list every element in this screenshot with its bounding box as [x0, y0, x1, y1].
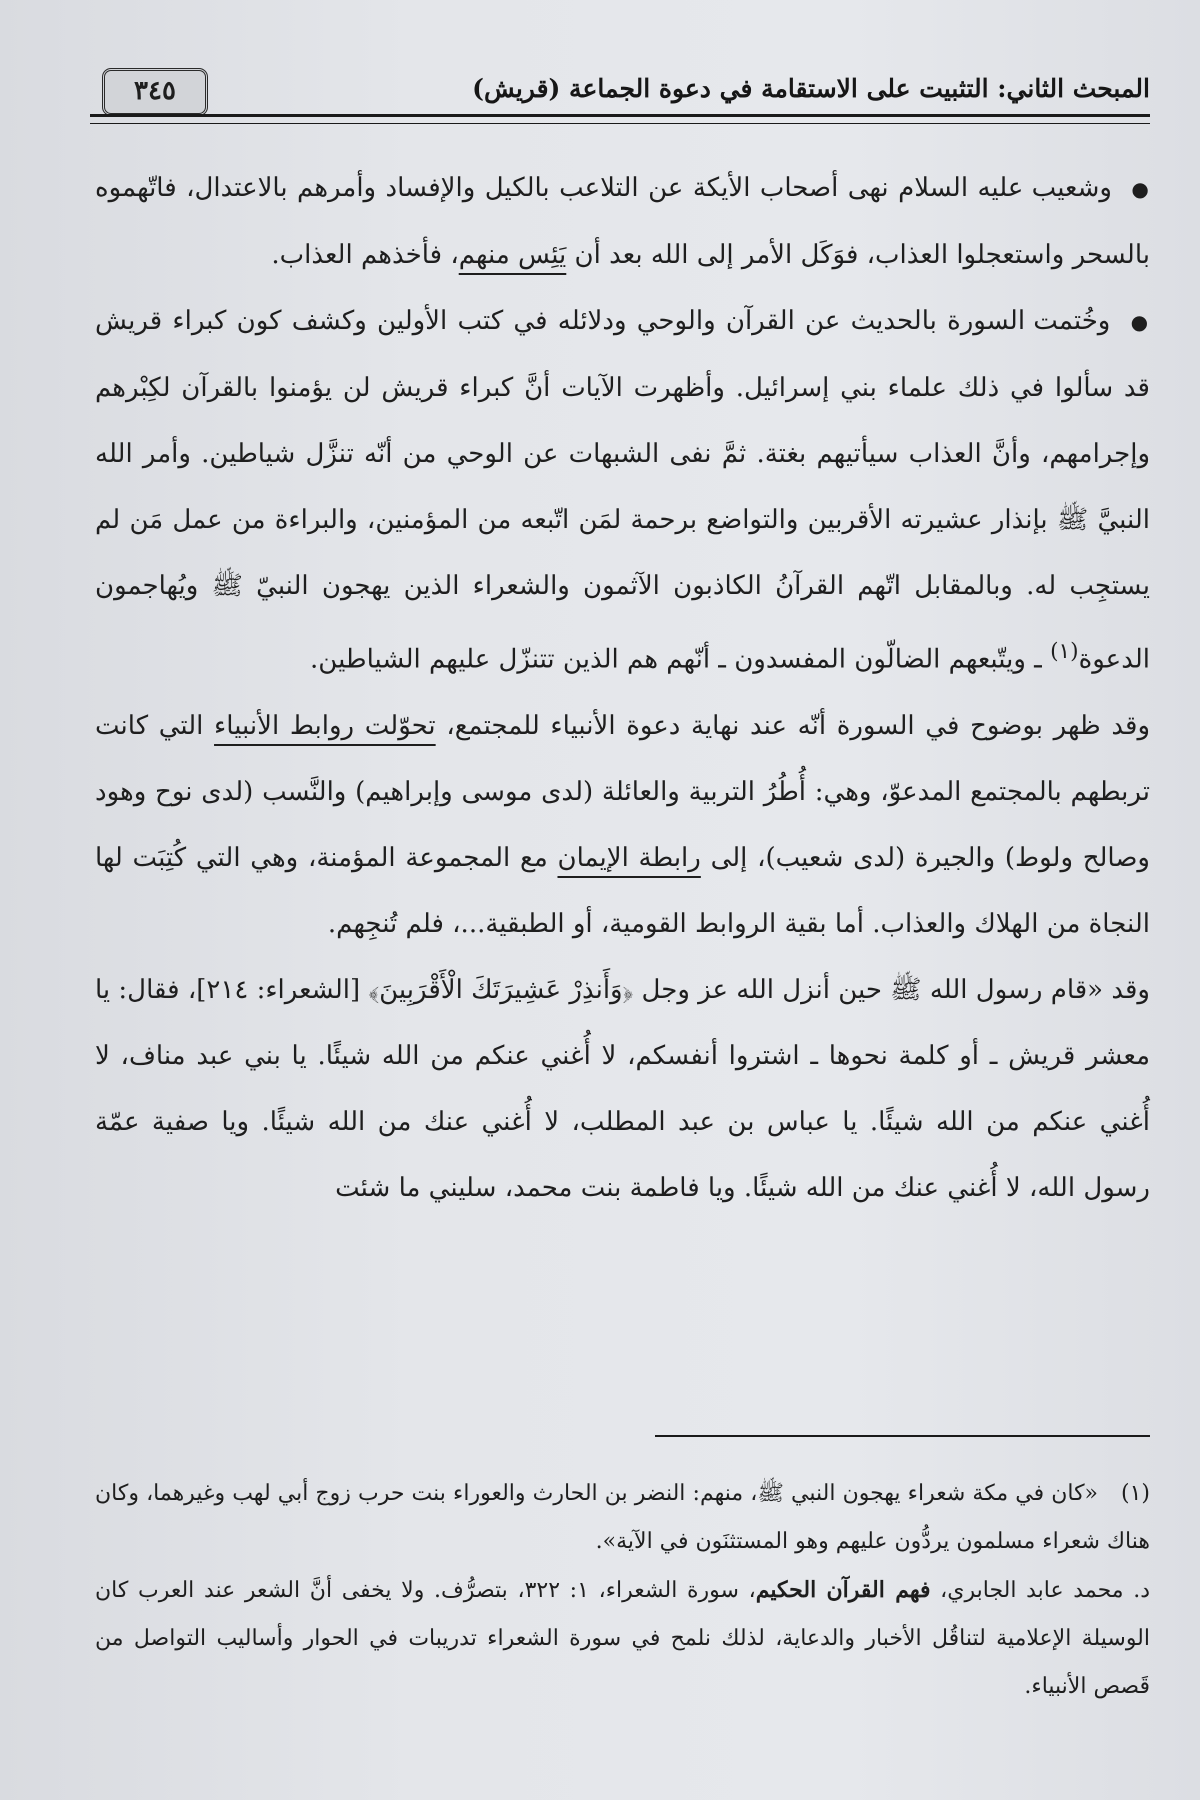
- paragraph-text: وقد ظهر بوضوح في السورة أنّه عند نهاية دعوة الأنبياء للمجتمع،: [435, 710, 1150, 741]
- underlined-phrase: يَئِس منهم: [458, 240, 567, 270]
- bullet-text: وشعيب عليه السلام نهى أصحاب الأيكة عن التلاعب بالكيل والإفساد وأمرهم بالاعتدال، فاتّهموه بالسحر واستعجلوا العذاب، فوَكَل الأمر إلى الله بعد أن: [95, 173, 1150, 270]
- running-header: [90, 62, 1150, 124]
- bullet-text: وخُتمت السورة بالحديث عن القرآن والوحي ودلائله في كتب الأولين وكشف كون كبراء قريش قد سألوا في ذلك علماء بني إسرائيل. وأظهرت الآيات أنَّ كبراء قريش لن يؤمنوا بالقرآن لكِبْرهم وإجرامهم، وأنَّ العذاب سيأتيهم بغتة. ثمَّ نفى الشبهات عن الوحي من أنّه تنزَّل شياطين. وأمر الله النبيَّ ﷺ بإنذار عشيرته الأقربين والتواضع برحمة لمَن اتّبعه من المؤمنين، والبراءة من عمل مَن لم يستجِب له. وبالمقابل اتّهم القرآنُ الكاذبون الآثمون والشعراء الذين يهجون النبيّ ﷺ ويُهاجمون الدعوة: [95, 306, 1150, 675]
- bullet-text-after: ـ ويتّبعهم الضالّون المفسدون ـ أنّهم هم الذين تتنزّل عليهم الشياطين.: [310, 644, 1051, 675]
- header-rule: [90, 114, 1150, 124]
- underlined-phrase: رابطة الإيمان: [557, 842, 701, 873]
- paragraph-text: وقد «قام رسول الله ﷺ حين أنزل الله عز وجل ﴿وَأَنذِرْ عَشِيرَتَكَ الْأَقْرَبِينَ﴾ [الشعراء: ٢١٤]، فقال: يا معشر قريش ـ أو كلمة نحوها ـ اشتروا أنفسكم، لا أُغني عنكم من الله شيئًا. يا بني عبد مناف، لا أُغني عنكم من الله شيئًا. يا عباس بن عبد المطلب، لا أُغني عنك من الله شيئًا. ويا صفية عمّة رسول الله، لا أُغني عنك من الله شيئًا. ويا فاطمة بنت محمد، سليني ما شئت: [95, 974, 1150, 1203]
- main-text: [95, 155, 1150, 1221]
- footnote-marker: (١): [1120, 1481, 1150, 1506]
- bullet-icon: ●: [1130, 310, 1151, 334]
- paragraph-text: مع المجموعة المؤمنة، وهي التي كُتِبَت لها النجاة من الهلاك والعذاب. أما بقية الروابط القومية، أو الطبقية...، فلم تُنجِهم.: [95, 842, 1150, 939]
- header-title: المبحث الثاني: التثبيت على الاستقامة في دعوة الجماعة (قريش): [472, 74, 1150, 103]
- paragraph-prophets-ties: [95, 693, 1150, 957]
- footnote-source-author: د. محمد عابد الجابري،: [930, 1578, 1151, 1603]
- footnote-reference[interactable]: (١): [1050, 639, 1079, 664]
- bullet-paragraph-surah-end: [95, 288, 1150, 693]
- footnote: [95, 1470, 1150, 1711]
- page-number: ٣٤٥: [102, 68, 208, 116]
- paragraph-text: التي كانت تربطهم بالمجتمع المدعوّ، وهي: أُطُرُ التربية والعائلة (لدى موسى وإبراهيم) والنَّسب (لدى نوح وهود وصالح ولوط) والجيرة (لدى شعيب)، إلى: [95, 710, 1150, 873]
- bullet-paragraph-shuaib: [95, 155, 1150, 288]
- footnote-source-title: فهم القرآن الحكيم: [755, 1577, 931, 1603]
- paragraph-hadith: [95, 957, 1150, 1221]
- bullet-icon: ●: [1131, 177, 1150, 201]
- footnote-text: «كان في مكة شعراء يهجون النبي ﷺ، منهم: النضر بن الحارث والعوراء بنت حرب زوج أبي لهب وغيرهما، وكان هناك شعراء مسلمون يردُّون عليهم وهو المستثنَون في الآية».: [95, 1481, 1150, 1554]
- footnote-source-after: ، سورة الشعراء، ١: ٣٢٢، بتصرُّف. ولا يخفى أنَّ الشعر عند العرب كان الوسيلة الإعلامية لتناقُل الأخبار والدعاية، لذلك نلمح في سورة الشعراء تدريبات في الحوار وأساليب التواصل من قَصص الأنبياء.: [95, 1578, 1150, 1699]
- bullet-text-after: ، فأخذهم العذاب.: [271, 240, 459, 270]
- footnote-source: [95, 1566, 1150, 1711]
- underlined-phrase: تحوّلت روابط الأنبياء: [214, 710, 436, 741]
- footnote-separator: [655, 1435, 1150, 1437]
- footnote-quote: [95, 1470, 1150, 1566]
